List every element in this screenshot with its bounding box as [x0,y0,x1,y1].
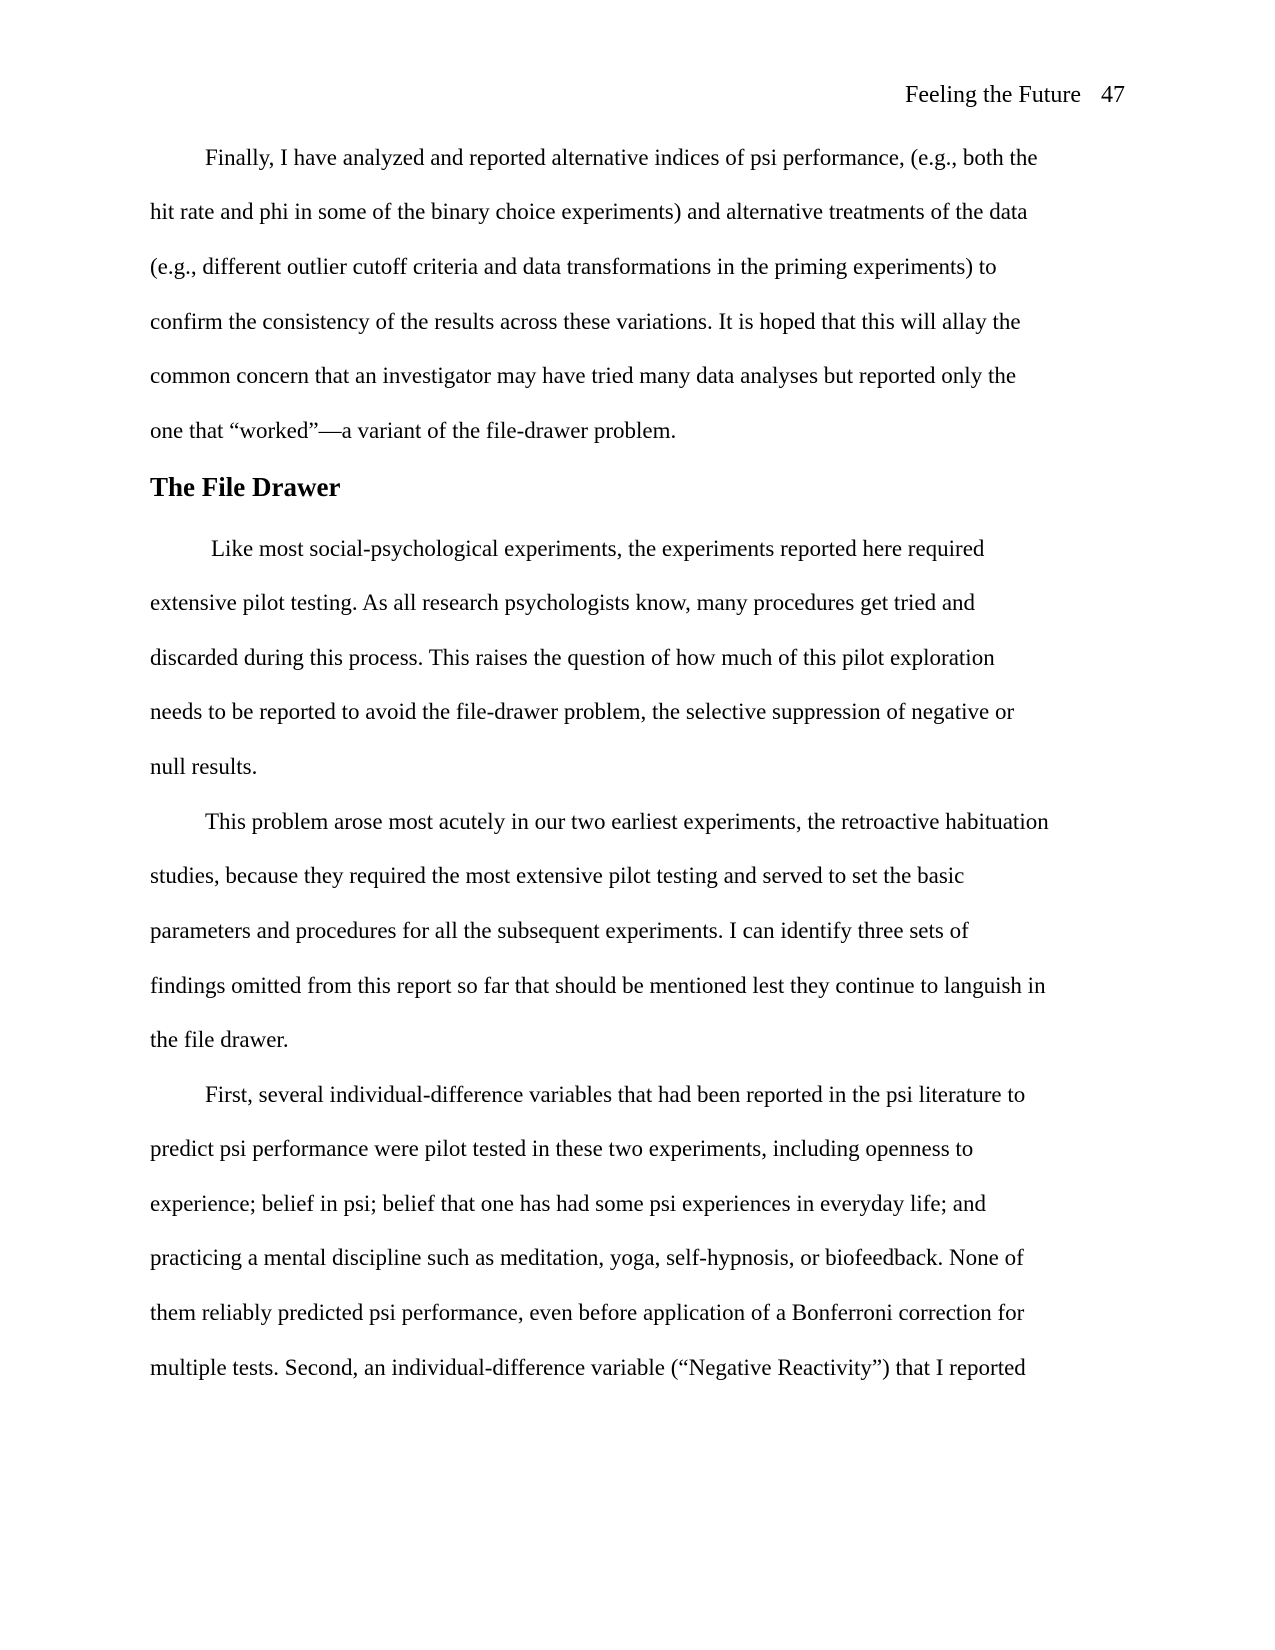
paragraph-4-line-2: predict psi performance were pilot tested in these two experiments, including openness to [150,1136,974,1161]
paragraph-4-line-6: multiple tests. Second, an individual-difference variable (“Negative Reactivity”) that I reported [150,1355,1026,1380]
paragraph-1-line-4: confirm the consistency of the results across these variations. It is hoped that this will allay the [150,309,1021,334]
paragraph-2-line-2: extensive pilot testing. As all research psychologists know, many procedures get tried and [150,590,976,615]
paragraph-2-line-3: discarded during this process. This raises the question of how much of this pilot exploration [150,645,995,670]
running-head [905,80,1125,110]
paragraph-4-line-3: experience; belief in psi; belief that one has had some psi experiences in everyday life; and [150,1191,986,1216]
paragraph-3-line-1: This problem arose most acutely in our two earliest experiments, the retroactive habituation [205,809,1049,834]
paragraph-3-line-5: the file drawer. [150,1027,289,1052]
paragraph-2-line-4: needs to be reported to avoid the file-drawer problem, the selective suppression of negative or [150,699,1015,724]
paragraph-1-line-6: one that “worked”—a variant of the file-drawer problem. [150,418,677,443]
paragraph-1-line-3: (e.g., different outlier cutoff criteria and data transformations in the priming experiments) to [150,254,997,279]
paragraph-2-line-1: Like most social-psychological experiments, the experiments reported here required [211,536,985,561]
running-head-title: Feeling the Future [905,82,1081,108]
paragraph-3-line-4: findings omitted from this report so far that should be mentioned lest they continue to languish in [150,973,1046,998]
paragraph-4-line-4: practicing a mental discipline such as meditation, yoga, self-hypnosis, or biofeedback. None of [150,1245,1024,1270]
paragraph-4-line-5: them reliably predicted psi performance, even before application of a Bonferroni correction for [150,1300,1025,1325]
paragraph-3-line-3: parameters and procedures for all the subsequent experiments. I can identify three sets of [150,918,969,943]
paragraph-1-line-5: common concern that an investigator may have tried many data analyses but reported only the [150,363,1017,388]
paragraph-1-line-2: hit rate and phi in some of the binary choice experiments) and alternative treatments of the data [150,199,1028,224]
page-number: 47 [1101,82,1125,108]
paragraph-1-line-1: Finally, I have analyzed and reported alternative indices of psi performance, (e.g., both the [205,145,1038,170]
paragraph-3-line-2: studies, because they required the most extensive pilot testing and served to set the basic [150,863,965,888]
paragraph-2-line-5: null results. [150,754,258,779]
section-heading: The File Drawer [150,472,341,502]
paragraph-4-line-1: First, several individual-difference variables that had been reported in the psi literature to [205,1082,1026,1107]
